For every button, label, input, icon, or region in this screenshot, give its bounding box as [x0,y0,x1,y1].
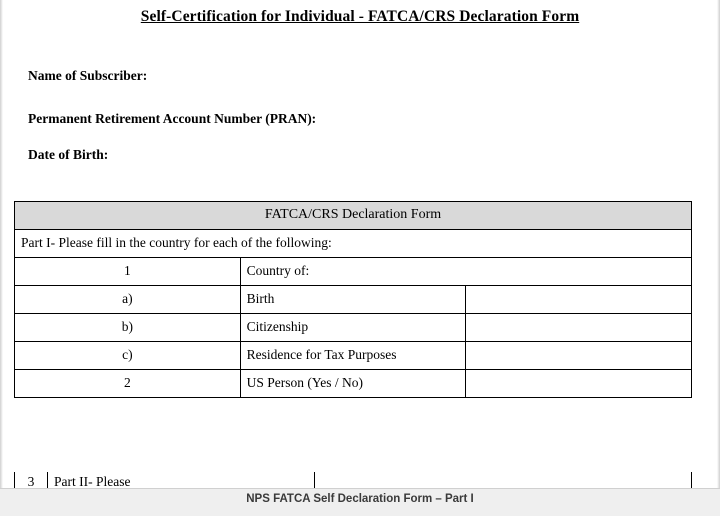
row-value-input-citizenship[interactable] [466,314,692,342]
table-row [15,314,692,342]
page-title: Self-Certification for Individual - FATCA/CRS Declaration Form [140,8,580,25]
field-label-name-of-subscriber: Name of Subscriber: [28,68,148,83]
table-header-row [15,202,692,230]
fatca-declaration-table [14,201,692,398]
row-value-input-us-person[interactable] [466,370,692,398]
footer-label: NPS FATCA Self Declaration Form – Part I [246,493,474,505]
row-number: 3 [15,472,48,488]
row-label: Country of: [240,258,691,286]
table-row [15,342,692,370]
row-value-input-birth[interactable] [466,286,692,314]
row-label: Citizenship [240,314,466,342]
table-header-title: FATCA/CRS Declaration Form [15,202,692,230]
row-label: US Person (Yes / No) [240,370,466,398]
page-left-edge [0,0,3,488]
row-number: 2 [15,370,241,398]
row-label: Part II- Please [48,472,315,488]
clipped-row-inner [15,472,691,488]
table-row-part-instruction [15,230,692,258]
row-label: Residence for Tax Purposes [240,342,466,370]
part-instruction-text: Part I- Please fill in the country for each of the following: [15,230,692,258]
row-value-input-residence[interactable] [466,342,692,370]
table-row [15,286,692,314]
table-row [15,258,692,286]
row-value-cell[interactable] [315,472,691,488]
field-label-date-of-birth: Date of Birth: [28,147,109,162]
table-row-clipped [14,472,692,488]
table-row [15,370,692,398]
row-number: 1 [15,258,241,286]
row-number: a) [15,286,241,314]
row-number: c) [15,342,241,370]
row-label: Birth [240,286,466,314]
field-label-pran: Permanent Retirement Account Number (PRAN): [28,111,317,126]
row-number: b) [15,314,241,342]
